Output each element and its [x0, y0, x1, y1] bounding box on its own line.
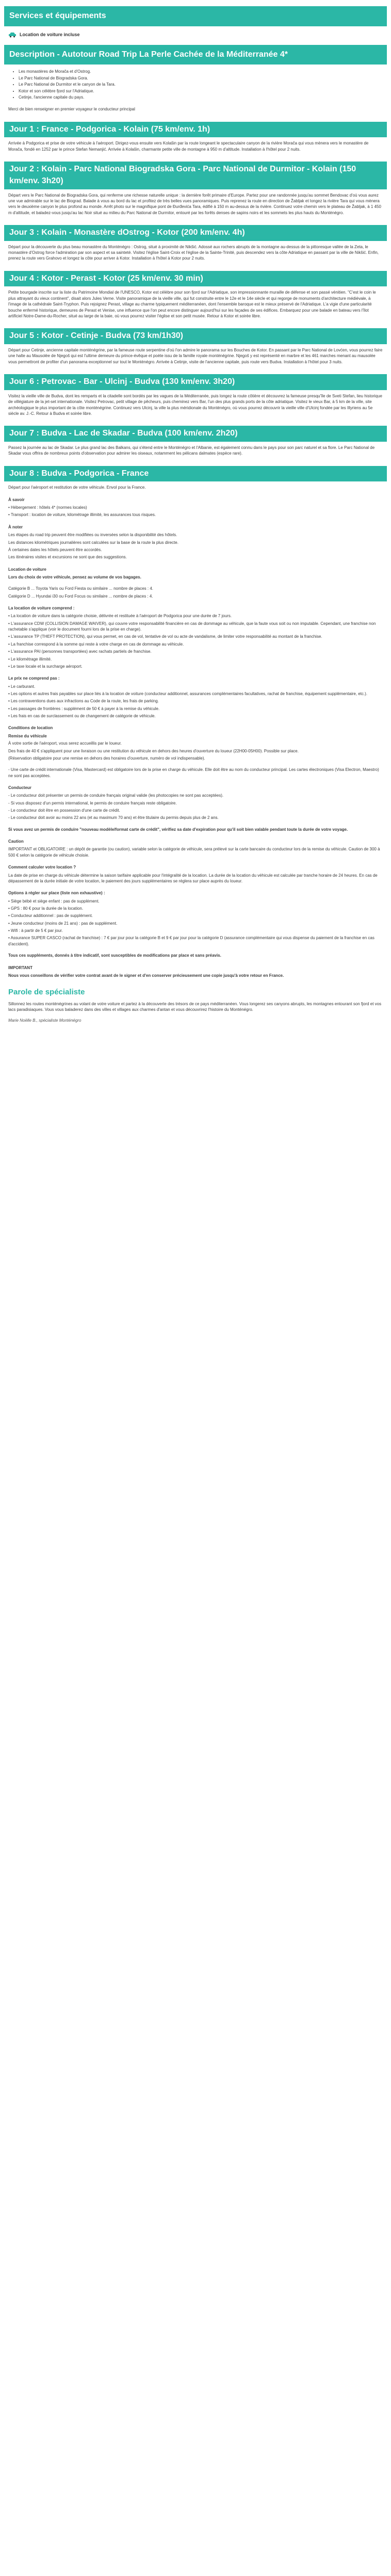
conducteur-title: Conducteur: [8, 785, 31, 790]
conditions-line: Des frais de 40 € s'appliquent pour une livraison ou une restitution du véhicule en dehors des heures d'ouverture du loueur (22H00-05H00). Possible sur place.: [8, 748, 299, 753]
day-2-text: Départ vers le Parc National de Biogradska Gora, qui renferme une richesse naturelle unique : la dernière forêt primaire d'Europe. Partez pour une randonnée jusqu'au sommet Bendovac d'où vous aurez une vue admirable sur le lac de Biograd. Balade à vous au bord du lac et profitez de très belles vues panoramiques. Puis reprenez la route en direction de Žabljak et longez la rivière Tara qui vous mènera vers le deuxième canyon le plus profond au monde. Arrêt photo sur le magnifique pont de Đurđevića Tara, édifié à 150 m au-dessus de la rivière. Continuez votre chemin vers le plateau de Žabljak, à 1 450 m d'altitude, et baladez-vous jusqu'au lac Noir situé au milieu du Parc National de Durmitor, entouré par les forêts denses de sapins noirs et les sommets les plus hauts du Monténégro.: [8, 192, 381, 215]
pasc-line: • Les frais en cas de surclassement ou de changement de catégorie de véhicule.: [8, 714, 156, 719]
comprend-line: • La franchise correspond à la somme qui reste à votre charge en cas de dommage au véhicule.: [8, 641, 184, 647]
pasc-title: Le prix ne comprend pas :: [8, 676, 60, 681]
conditions-line: - Une carte de crédit internationale (Visa, Mastercard) est obligatoire lors de la prise en charge du véhicule. Elle doit être au nom du conducteur principal. Les cartes électroniques (Visa Electron, Maestro) ne sont pas acceptées.: [8, 767, 379, 778]
voiture-category: Catégorie B ... Toyota Yaris ou Ford Fiesta ou similaire ... nombre de places : 4.: [8, 586, 154, 591]
conditions-line: (Réservation obligatoire pour une remise en dehors des horaires d'ouverture, numéro de vol indispensable).: [8, 755, 205, 761]
car-rental-label: Location de voiture incluse: [20, 31, 80, 37]
option-line: • Wifi : à partir de 5 € par jour.: [8, 928, 63, 933]
day-7-header: Jour 7 : Budva - Lac de Skadar - Budva (100 km/env. 2h20): [4, 426, 387, 442]
noter-line: À certaines dates les hôtels peuvent être accordés.: [8, 547, 102, 552]
comprend-line: • Le kilométrage illimité.: [8, 656, 52, 662]
comprend-line: • La location de voiture dans la catégorie choisie, délivrée et restituée à l'aéroport de Podgorica pour une durée de 7 jours.: [8, 614, 232, 619]
highlight-item: • Les monastères de Morača et d'Ostrog.: [19, 69, 391, 74]
comprend-line: • L'assurance PAI (personnes transportées) avec rachats partiels de franchise.: [8, 649, 152, 654]
noter-title: À noter: [8, 524, 23, 529]
option-line: • GPS : 80 € pour la durée de la location.: [8, 906, 84, 911]
pasc-line: • Les contraventions dues aux infractions au Code de la route, les frais de parking.: [8, 699, 159, 704]
pasc-line: • Les options et autres frais payables sur place liés à la location de voiture (conducteur additionnel, assurances complémentaires facultatives, rachat de franchise, équipement supplémentaire, etc.).: [8, 691, 368, 696]
intro-text: Merci de bien renseigner en premier voyageur le conducteur principal: [8, 107, 135, 112]
pasc-line: • Les passages de frontières : supplément de 50 € à payer à la remise du véhicule.: [8, 706, 160, 711]
parole-text: Sillonnez les routes monténégrines au volant de votre voiture et partez à la découverte des trésors de ce pays méditerranéen. Vous longerez ses canyons abrupts, les montagnes entourant son fjord et vos lacs paradisiaques. Vous vous baladerez dans des villes et villages aux charmes d'antan et vous découvrirez l'histoire du Monténégro.: [8, 1001, 382, 1012]
conducteur-line: - Le conducteur doit présenter un permis de conduire français original valide (les photocopies ne sont pas acceptées).: [8, 793, 224, 798]
noter-line: Les distances kilométriques journalières sont calculées sur la base de la route la plus directe.: [8, 540, 178, 545]
highlight-item: • Kotor et son célèbre fjord sur l'Adriatique.: [19, 88, 391, 94]
day-4-header: Jour 4 : Kotor - Perast - Kotor (25 km/env. 30 min): [4, 271, 387, 287]
savoir-title: À savoir: [8, 497, 25, 502]
car-rental-feature: [8, 31, 383, 38]
conditions-subtitle: Remise du véhicule: [8, 733, 47, 738]
important-title: IMPORTANT: [8, 965, 32, 970]
description-title: Description - Autotour Road Trip La Perle Cachée de la Méditerranée 4*: [9, 50, 288, 59]
day-3-header: Jour 3 : Kolain - Monastère dOstrog - Kotor (200 km/env. 4h): [4, 225, 387, 241]
day-1-header: Jour 1 : France - Podgorica - Kolain (75 km/env. 1h): [4, 122, 387, 138]
page: [0, 0, 391, 1034]
highlight-item: • Le Parc National de Durmitor et le canyon de la Tara.: [19, 82, 391, 87]
services-title: Services et équipements: [9, 11, 106, 20]
day-5-header: Jour 5 : Kotor - Cetinje - Budva (73 km/1h30): [4, 328, 387, 344]
day-8-header: Jour 8 : Budva - Podgorica - France: [4, 466, 387, 482]
savoir-line: • Hébergement : hôtels 4* (normes locales): [8, 505, 87, 510]
day-2-header: Jour 2 : Kolain - Parc National Biogradska Gora - Parc National de Durmitor - Kolain (150 km/env. 3h20): [4, 162, 387, 189]
description-banner: [4, 45, 387, 65]
voiture-category: Catégorie D ... Hyundai i30 ou Ford Focus ou similaire ... nombre de places : 4.: [8, 593, 153, 599]
highlight-item: • Cetinje, l'ancienne capitale du pays.: [19, 94, 391, 100]
car-icon: [8, 31, 17, 38]
highlight-item: • Le Parc National de Biogradska Gora.: [19, 75, 391, 81]
permit-warning: Si vous avez un permis de conduire "nouveau modèle/format carte de crédit", vérifiez sa date d'expiration pour qu'il soit bien valable pendant toute la durée de votre voyage.: [8, 827, 348, 832]
conducteur-line: - Le conducteur doit être en possession d'une carte de crédit.: [8, 808, 120, 813]
day-7-text: Passez la journée au lac de Skadar. Le plus grand lac des Balkans, qui s'étend entre le Monténégro et l'Albanie, est également connu dans le pays pour son parc naturel et sa flore. Le Parc National de Skadar vous offrira de nombreux points d'observation pour admirer les oiseaux, notamment les pélicans dalmates (espèce rare).: [8, 445, 375, 456]
caution-title: Caution: [8, 839, 24, 844]
highlights-list: [12, 69, 391, 100]
voiture-subtitle: Lors du choix de votre véhicule, pensez au volume de vos bagages.: [8, 574, 141, 579]
option-line: • Jeune conducteur (moins de 21 ans) : pas de supplément.: [8, 921, 118, 926]
services-banner: [4, 6, 387, 26]
conducteur-line: - Le conducteur doit avoir au moins 22 ans (et au maximum 70 ans) et être titulaire du permis depuis plus de 2 ans.: [8, 815, 219, 820]
parole-signature: Marie Noëlle B., spécialiste Monténégro: [8, 1018, 82, 1023]
conditions-title: Conditions de location: [8, 726, 53, 731]
caution-text: IMPORTANT et OBLIGATOIRE : un dépôt de garantie (ou caution), variable selon la catégorie de véhicule, sera prélevé sur la carte bancaire du conducteur lors de la remise du véhicule. Caution de 300 à 500 € selon la catégorie de véhicule choisie.: [8, 847, 380, 858]
tous-supplements: Tous ces suppléments, donnés à titre indicatif, sont susceptibles de modifications par place et sans préavis.: [8, 953, 221, 958]
comprend-line: • L'assurance TP (THEFT PROTECTION), qui vous permet, en cas de vol, tentative de vol ou acte de vandalisme, de limiter votre responsabilité au montant de la franchise.: [8, 634, 322, 639]
parole-title: Parole de spécialiste: [8, 988, 85, 997]
noter-line: Les itinéraires visites et excursions ne sont que des suggestions.: [8, 555, 127, 560]
important-text: Nous vous conseillons de vérifier votre contrat avant de le signer et d'en conserver précieusement une copie jusqu'à votre retour en France.: [8, 973, 284, 978]
conducteur-line: - Si vous disposez d'un permis international, le permis de conduire français reste obligatoire.: [8, 800, 177, 806]
option-line: • Conducteur additionnel : pas de supplément.: [8, 913, 93, 919]
option-line: • Assurance SUPER CASCO (rachat de franchise) : 7 € par jour pour la catégorie B et 9 € par jour pour la catégorie D (assurance complémentaire qui vous dispense du paiement de la franchise en cas d'accident).: [8, 936, 374, 946]
option-line: • Siège bébé et siège enfant : pas de supplément.: [8, 898, 100, 904]
info-section: [8, 497, 383, 978]
day-4-text: Petite bourgade inscrite sur la liste du Patrimoine Mondial de l'UNESCO, Kotor est célèbre pour son fjord sur l'Adriatique, son impressionnante muraille de défense et son passé vénitien. "C'est le coin le plus attrayant du vieux continent", disait alors Jules Verne. Visite panoramique de la vieille ville, qui fut construite entre le 12e et le 14e siècle et qui regorge de monuments d'architecture médiévale, à l'image de la cathédrale Saint-Tryphon. Puis rejoignez Perast, village au charme typiquement méditerranéen, dont l'ensemble baroque est le mieux préservé de l'Adriatique. L'a vigie d'une particularité bouche enfermé historique, demeures de Perast et Venise, une influence que l'on peut encore distinguer aujourd'hui sur les façades de ses édifices. Embarquez pour une balade en bateau vers l'îlot artificiel Notre-Dame-du-Rocher, situé au large de la baie, où vous pourrez visiter l'église et son petit musée. Retour à Kotor et soirée libre.: [8, 290, 376, 318]
pasc-line: • Le carburant.: [8, 684, 36, 689]
comprend-line: • L'assurance CDW (COLLISION DAMAGE WAIVER), qui couvre votre responsabilité financière en cas de dommage au véhicule, que la faute vous soit ou non imputable. Cependant, une franchise non rachetable s'applique (voir le document fourni lors de la prise en charge).: [8, 621, 376, 632]
options-title: Options à régler sur place (liste non exhaustive) :: [8, 891, 105, 896]
day-3-text: Départ pour la découverte du plus beau monastère du Monténégro : Ostrog, situé à proximité de Nikšić. Adossé aux rochers abrupts de la montagne au-dessus de la pittoresque vallée de la Zeta, le monastère d'Ostrog force l'admiration par son aspect et sa sainteté. Visitez l'église Saint-Croix et l'église de la Sainte-Trinité, puis descendez vers la côte Adriatique en passant par la ville de Nikšić. Enfin, prenez la route vers Grahovo et longez la côte pour arriver à Kotor. Installation à l'hôtel à Kotor pour 2 nuits.: [8, 244, 379, 261]
noter-line: Les étapes du road trip peuvent être modifiées ou inversées selon la disponibilité des hôtels.: [8, 533, 177, 538]
voiture-title: Location de voiture: [8, 567, 46, 572]
conditions-line: À votre sortie de l'aéroport, vous serez accueillis par le loueur.: [8, 741, 122, 746]
day-6-header: Jour 6 : Petrovac - Bar - Ulcinj - Budva (130 km/env. 3h20): [4, 374, 387, 390]
day-6-text: Visitez la vieille ville de Budva, dont les remparts et la citadelle sont bordés par les vagues de la Méditerranée, puis longez la route côtière et découvrez la fameuse presqu'île de Sveti Stefan, lieu historique de villégiature de la jet-set internationale. Visitez Petrovac, petit village de pêcheurs, puis cheminez vers Bar, l'un des plus grands ports de la côte adriatique. Visitez le vieux Bar, à 5 km de la ville, site archéologique le plus important de la côte monténégrine. Continuez vers Ulcinj, la ville la plus méridionale du Monténégro, où vous pourrez découvrir la vieille ville d'Ulcinj fondée par les Illyriens au 5e siècle av. J.-C. Retour à Budva et soirée libre.: [8, 393, 382, 416]
comprend-line: • Le taxe locale et la surcharge aéroport.: [8, 664, 83, 669]
day-1-text: Arrivée à Podgorica et prise de votre véhicule à l'aéroport. Dirigez-vous ensuite vers Kolašin par la route longeant le spectaculaire canyon de la rivière Morača qui vous mènera vers le monastère de Morača, fondé en 1252 par le prince Stefan Nemanjić. Arrivée à Kolašin, charmante petite ville de montagne à 950 m d'altitude. Installation à l'hôtel pour 2 nuits.: [8, 141, 369, 152]
day-5-text: Départ pour Cetinje, ancienne capitale monténégrine, par la fameuse route serpentine d'où l'on admire le panorama sur les Bouches de Kotor. En passant par le Parc National de Lovćen, vous pourrez faire une halte au Mausolée de Njegoš qui est l'ultime demeure du prince-évêque et poète issu de la famille royale monténégrine. Njegoš y est représenté en marbre et les 461 marches menant au mausolée vous permettront de profiter d'un panorama exceptionnel sur tout le Monténégro. Arrivée à Cetinje, visite de l'ancienne capitale, puis route vers Budva. Installation à l'hôtel pour 3 nuits.: [8, 347, 383, 364]
day-8-text: Départ pour l'aéroport et restitution de votre véhicule. Envol pour la France.: [8, 485, 146, 490]
comprend-title: La location de voiture comprend :: [8, 606, 75, 611]
comment-title: Comment calculer votre location ?: [8, 865, 76, 870]
savoir-line: • Transport : location de voiture, kilométrage illimité, les assurances tous risques.: [8, 512, 156, 518]
comment-text: La date de prise en charge du véhicule détermine la saison tarifaire applicable pour l'intégralité de la location. La durée de la location du véhicule est calculée par tranche horaire de 24 heures. En cas de dépassement de la durée initiale de votre location, le paiement des jours supplémentaires se réglera sur place auprès du loueur.: [8, 873, 378, 883]
